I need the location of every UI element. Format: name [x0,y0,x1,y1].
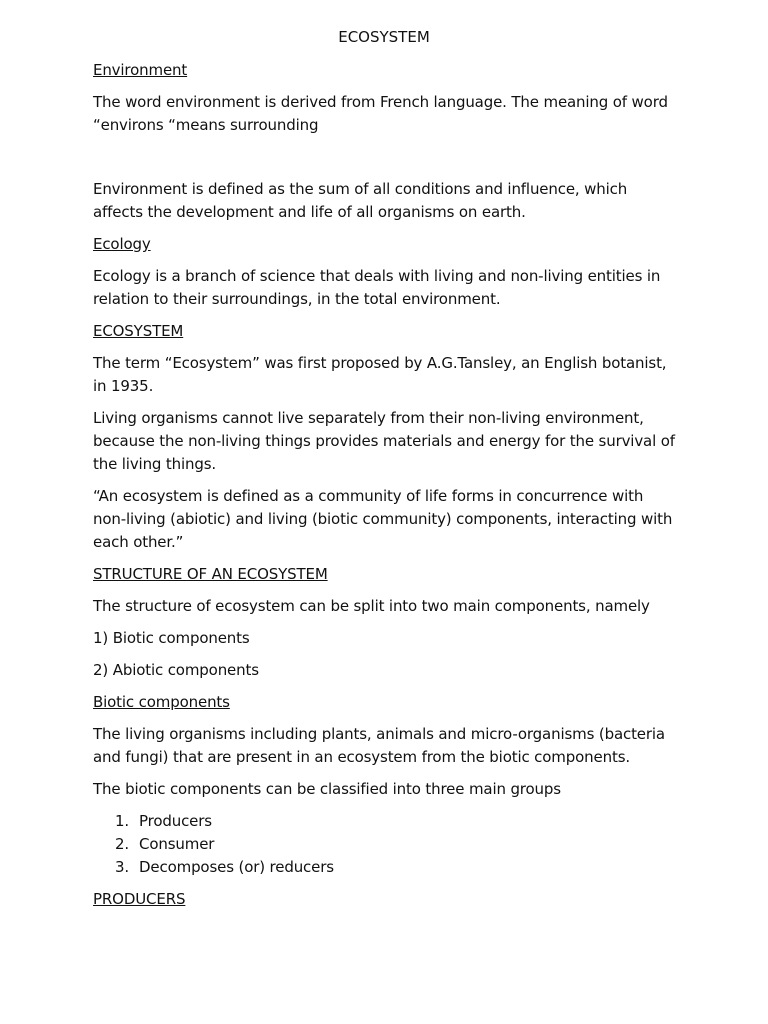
biotic-groups-list [93,810,678,879]
list-item-text: Consumer [139,835,215,853]
list-item [93,856,678,879]
structure-paragraph: The structure of ecosystem can be split into two main components, namely [93,597,650,615]
biotic-paragraph-2: The biotic components can be classified into three main groups [93,780,561,798]
document-body [93,59,678,920]
list-item-text: Producers [139,812,212,830]
list-item-text: Decomposes (or) reducers [139,858,334,876]
list-item-number: 2. [115,835,130,853]
list-item-number: 3. [115,858,130,876]
list-item-number: 1. [115,812,130,830]
structure-item-biotic: 1) Biotic components [93,629,250,647]
ecosystem-heading: ECOSYSTEM [93,322,184,340]
ecology-paragraph: Ecology is a branch of science that deals with living and non-living entities in relation to their surroundings, in the total environment. [93,267,661,308]
environment-paragraph-2: Environment is defined as the sum of all conditions and influence, which affects the development and life of all organisms on earth. [93,180,628,221]
biotic-paragraph-1: The living organisms including plants, animals and micro-organisms (bacteria and fungi) that are present in an ecosystem from the biotic components. [93,725,665,766]
list-item [93,833,678,856]
page-title: ECOSYSTEM [338,28,430,46]
list-item [93,810,678,833]
ecosystem-paragraph-1: The term “Ecosystem” was first proposed by A.G.Tansley, an English botanist, in 1935. [93,354,667,395]
structure-heading: STRUCTURE OF AN ECOSYSTEM [93,565,328,583]
ecosystem-definition-quote: “An ecosystem is defined as a community of life forms in concurrence with non-living (abiotic) and living (biotic community) components, interacting with each other.” [93,487,673,551]
ecology-heading: Ecology [93,235,151,253]
ecosystem-paragraph-2: Living organisms cannot live separately from their non-living environment, because the non-living things provides materials and energy for the survival of the living things. [93,409,675,473]
biotic-heading: Biotic components [93,693,230,711]
environment-heading: Environment [93,61,188,79]
structure-item-abiotic: 2) Abiotic components [93,661,259,679]
producers-heading: PRODUCERS [93,890,186,908]
environment-paragraph-1: The word environment is derived from French language. The meaning of word “environs “means surrounding [93,93,668,134]
